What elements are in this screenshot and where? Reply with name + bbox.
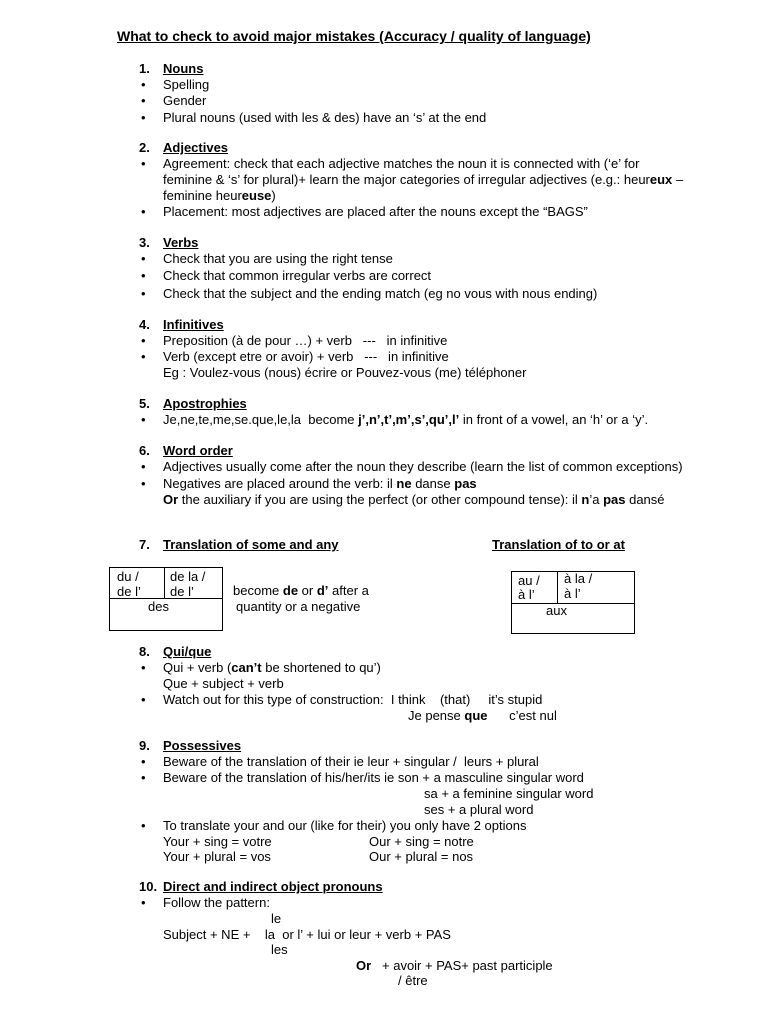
list-item: • Agreement: check that each adjective matches the noun it is connected with (‘e’ for [163,156,639,172]
note-text: become de or d’ after a [233,583,369,598]
list-item: • Watch out for this type of construction: I think (that) it’s stupid [163,692,542,708]
section-heading: Apostrophies [163,396,247,411]
section-number: 10. [139,879,158,894]
list-item: • Preposition (à de pour …) + verb --- in infinitive [163,333,447,349]
table-cell: au / [518,573,540,588]
table-cell: des [148,599,169,614]
table-cell: de la / [170,569,206,584]
section-number: 1. [139,61,150,76]
example-line: Eg : Voulez-vous (nous) écrire or Pouvez-vous (me) téléphoner [163,365,527,380]
section-heading: Word order [163,443,233,458]
list-item-continuation: feminine heureuse) [163,188,276,203]
section-number: 5. [139,396,150,411]
section-heading: Verbs [163,235,199,250]
list-item-continuation: Or the auxiliary if you are using the perfect (or other compound tense): il n’a pas dansé [163,492,665,507]
section-heading: Direct and indirect object pronouns [163,879,383,894]
pattern-line: / être [398,973,428,988]
list-item: • Je,ne,te,me,se.que,le,la become j’,n’,t’,m’,s’,qu’,l’ in front of a vowel, an ‘h’ or a ‘y’. [163,412,648,428]
list-item-continuation: Your + sing = votre [163,834,272,849]
list-item: • Check that common irregular verbs are correct [163,268,431,284]
table-cell: de l’ [170,584,194,599]
list-item: • Placement: most adjectives are placed after the nouns except the “BAGS” [163,204,588,220]
list-item: • Plural nouns (used with les & des) have an ‘s’ at the end [163,110,486,126]
pattern-line: Subject + NE + la or l’ + lui or leur + verb + PAS [163,927,451,942]
section-heading: Infinitives [163,317,224,332]
table-cell: de l’ [117,584,141,599]
list-item: • To translate your and our (like for their) you only have 2 options [163,818,526,834]
section-heading: Nouns [163,61,204,76]
list-item-continuation: sa + a feminine singular word [424,786,594,801]
list-item: • Qui + verb (can’t be shortened to qu’) [163,660,381,676]
section-heading: Qui/que [163,644,212,659]
section-heading-2: Translation of to or at [492,537,625,552]
list-item: • Check that you are using the right tense [163,251,393,267]
section-heading: Translation of some and any [163,537,339,552]
table-cell: à l’ [564,586,581,601]
section-number: 6. [139,443,150,458]
to-at-table [511,571,635,634]
list-item: • Follow the pattern: [163,895,270,911]
list-item: • Gender [163,93,206,109]
section-number: 9. [139,738,150,753]
list-item: • Beware of the translation of his/her/its ie son + a masculine singular word [163,770,584,786]
table-cell: à l’ [518,587,535,602]
section-number: 8. [139,644,150,659]
list-item-continuation: Our + sing = notre [369,834,474,849]
note-text: quantity or a negative [236,599,361,614]
section-heading: Possessives [163,738,242,753]
list-item-continuation: Your + plural = vos [163,849,271,864]
table-cell: du / [117,569,139,584]
section-number: 4. [139,317,150,332]
pattern-line: les [271,942,288,957]
section-number: 3. [139,235,150,250]
pattern-line: le [271,911,282,926]
list-item: • Check that the subject and the ending match (eg no vous with nous ending) [163,286,597,302]
table-cell: aux [546,603,567,618]
list-item-continuation: ses + a plural word [424,802,534,817]
section-number: 7. [139,537,150,552]
list-item-continuation: Que + subject + verb [163,676,284,691]
list-item-continuation: Je pense que c’est nul [408,708,557,723]
page-title: What to check to avoid major mistakes (Accuracy / quality of language) [117,28,591,44]
list-item: • Negatives are placed around the verb: il ne danse pas [163,476,477,492]
list-item: • Verb (except etre or avoir) + verb --- in infinitive [163,349,449,365]
pattern-line: Or + avoir + PAS+ past participle [356,958,553,973]
list-item-continuation: Our + plural = nos [369,849,474,864]
list-item-continuation: feminine & ‘s’ for plural)+ learn the major categories of irregular adjectives (e.g.: heureux – [163,172,684,187]
list-item: • Beware of the translation of their ie leur + singular / leurs + plural [163,754,539,770]
list-item: • Spelling [163,77,209,93]
section-heading: Adjectives [163,140,229,155]
section-number: 2. [139,140,150,155]
table-cell: à la / [564,571,593,586]
some-any-table [109,567,223,631]
list-item: • Adjectives usually come after the noun they describe (learn the list of common exceptions) [163,459,683,475]
